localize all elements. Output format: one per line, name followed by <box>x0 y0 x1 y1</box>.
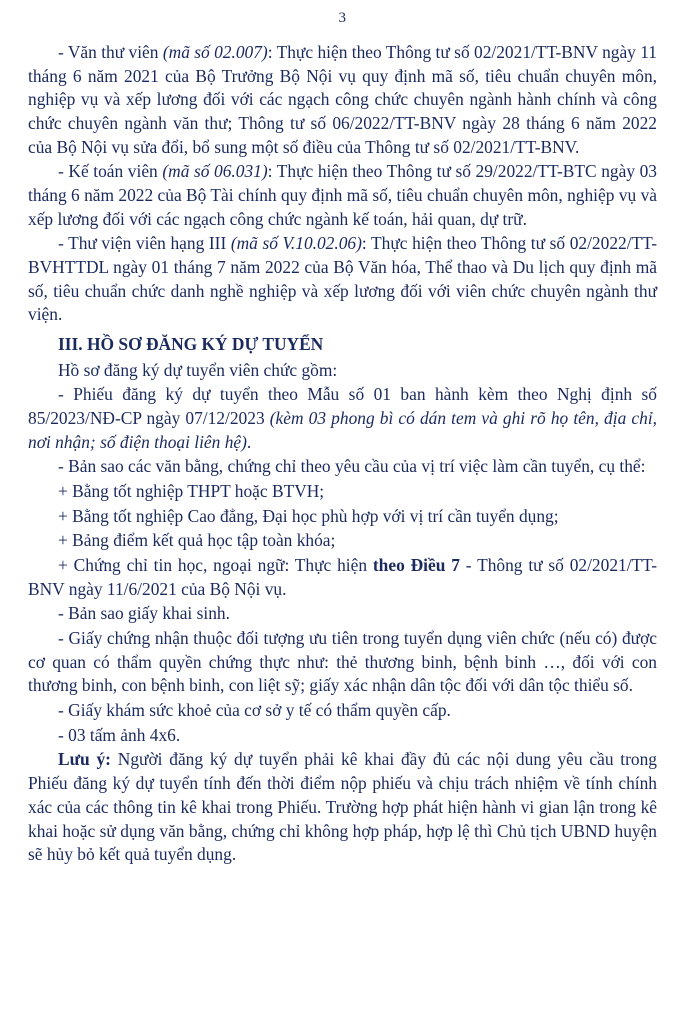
text-run: Người đăng ký dự tuyển phải kê khai đầy đủ các nội dung yêu cầu trong Phiếu đăng ký dự tuyển tính đến thời điểm nộp phiếu và chịu trách nhiệm về tính chính xác của các thông tin kê khai trong Phiếu. Trường hợp phát hiện hành vi gian lận trong kê khai hoặc sử dụng văn bằng, chứng chỉ không hợp pháp, hợp lệ thì Chủ tịch UBND huyện sẽ hủy bỏ kết quả tuyển dụng. <box>28 749 657 865</box>
text-run: - Giấy chứng nhận thuộc đối tượng ưu tiên trong tuyển dụng viên chức (nếu có) được cơ quan có thẩm quyền chứng thực như: thẻ thương binh, bệnh binh …, đối với con thương binh, con bệnh binh, con liệt sỹ; giấy xác nhận dân tộc đối với dân tộc thiểu số. <box>28 628 657 696</box>
text-run: : Thực hiện theo Thông tư số 02/2022/TT-BVHTTDL ngày 01 tháng 7 năm 2022 của Bộ Văn hóa, Thể thao và Du lịch quy định mã số, tiêu chuẩn chức danh nghề nghiệp và xếp lương đối với viên chức chuyên ngành thư viện. <box>28 233 657 325</box>
text-run: - Bản sao các văn bằng, chứng chỉ theo yêu cầu của vị trí việc làm cần tuyển, cụ thể: <box>58 456 646 477</box>
paragraph <box>28 554 657 601</box>
text-run: - Bản sao giấy khai sinh. <box>58 603 230 624</box>
paragraph <box>28 232 657 327</box>
paragraph <box>28 627 657 698</box>
emphasis-text: (kèm 03 phong bì có dán tem và ghi rõ họ tên, địa chỉ, nơi nhận; số điện thoại liên hệ) <box>28 408 657 452</box>
paragraph <box>28 748 657 866</box>
text-run: + Bằng tốt nghiệp Cao đẳng, Đại học phù hợp với vị trí cần tuyển dụng; <box>58 505 559 526</box>
text-run: : Thực hiện theo Thông tư số 29/2022/TT-BTC ngày 03 tháng 6 năm 2022 của Bộ Tài chính quy định mã số, tiêu chuẩn chuyên môn, nghiệp vụ và xếp lương đối với các ngạch công chức ngành kế toán, hải quan, dự trữ. <box>28 161 658 229</box>
section-heading <box>28 333 657 357</box>
paragraph <box>28 359 657 383</box>
text-run: - 03 tấm ảnh 4x6. <box>58 724 181 745</box>
text-run: - Thư viện viên hạng III <box>58 233 231 254</box>
emphasis-text: (mã số V.10.02.06) <box>230 233 362 254</box>
paragraph <box>28 505 657 529</box>
strong-text: Lưu ý: <box>58 749 111 770</box>
text-run: - Giấy khám sức khoẻ của cơ sở y tế có thẩm quyền cấp. <box>58 700 451 721</box>
text-run: : Thực hiện theo Thông tư số 02/2021/TT-BNV ngày 11 tháng 6 năm 2021 của Bộ Trưởng Bộ Nội vụ quy định mã số, tiêu chuẩn chuyên môn, nghiệp vụ và xếp lương đối với các ngạch công chức chuyên ngành hành chính và công chức chuyên ngành văn thư; Thông tư số 06/2022/TT-BNV ngày 28 tháng 6 năm 2022 của Bộ Nội vụ sửa đổi, bổ sung một số điều của Thông tư số 02/2021/TT-BNV. <box>28 42 657 157</box>
text-run: Hồ sơ đăng ký dự tuyển viên chức gồm: <box>58 359 338 380</box>
paragraph <box>28 724 657 748</box>
emphasis-text: (mã số 02.007) <box>162 42 268 62</box>
text-run: - Kế toán viên <box>58 161 163 182</box>
document-body <box>28 41 657 867</box>
paragraph <box>28 455 657 479</box>
strong-text: III. HỒ SƠ ĐĂNG KÝ DỰ TUYỂN <box>58 334 324 355</box>
text-run: . <box>246 431 252 452</box>
paragraph <box>28 699 657 723</box>
text-run: - Phiếu đăng ký dự tuyển theo Mẫu số 01 ban hành kèm theo Nghị định số 85/2023/NĐ-CP ngày 07/12/2023 <box>28 384 657 429</box>
text-run: + Bằng tốt nghiệp THPT hoặc BTVH; <box>58 481 325 502</box>
paragraph <box>28 529 657 553</box>
paragraph <box>28 41 657 159</box>
emphasis-text: (mã số 06.031) <box>162 161 268 182</box>
text-run: - Thông tư số 02/2021/TT-BNV ngày 11/6/2021 của Bộ Nội vụ. <box>28 555 657 599</box>
paragraph <box>28 160 657 231</box>
page-number: 3 <box>338 10 347 26</box>
text-run: + Chứng chỉ tin học, ngoại ngữ: Thực hiện <box>58 555 373 576</box>
strong-text: theo Điều 7 <box>372 555 460 576</box>
paragraph <box>28 480 657 504</box>
paragraph <box>28 602 657 626</box>
text-run: - Văn thư viên <box>58 42 163 62</box>
paragraph <box>28 383 657 454</box>
text-run: + Bảng điểm kết quả học tập toàn khóa; <box>58 530 336 551</box>
